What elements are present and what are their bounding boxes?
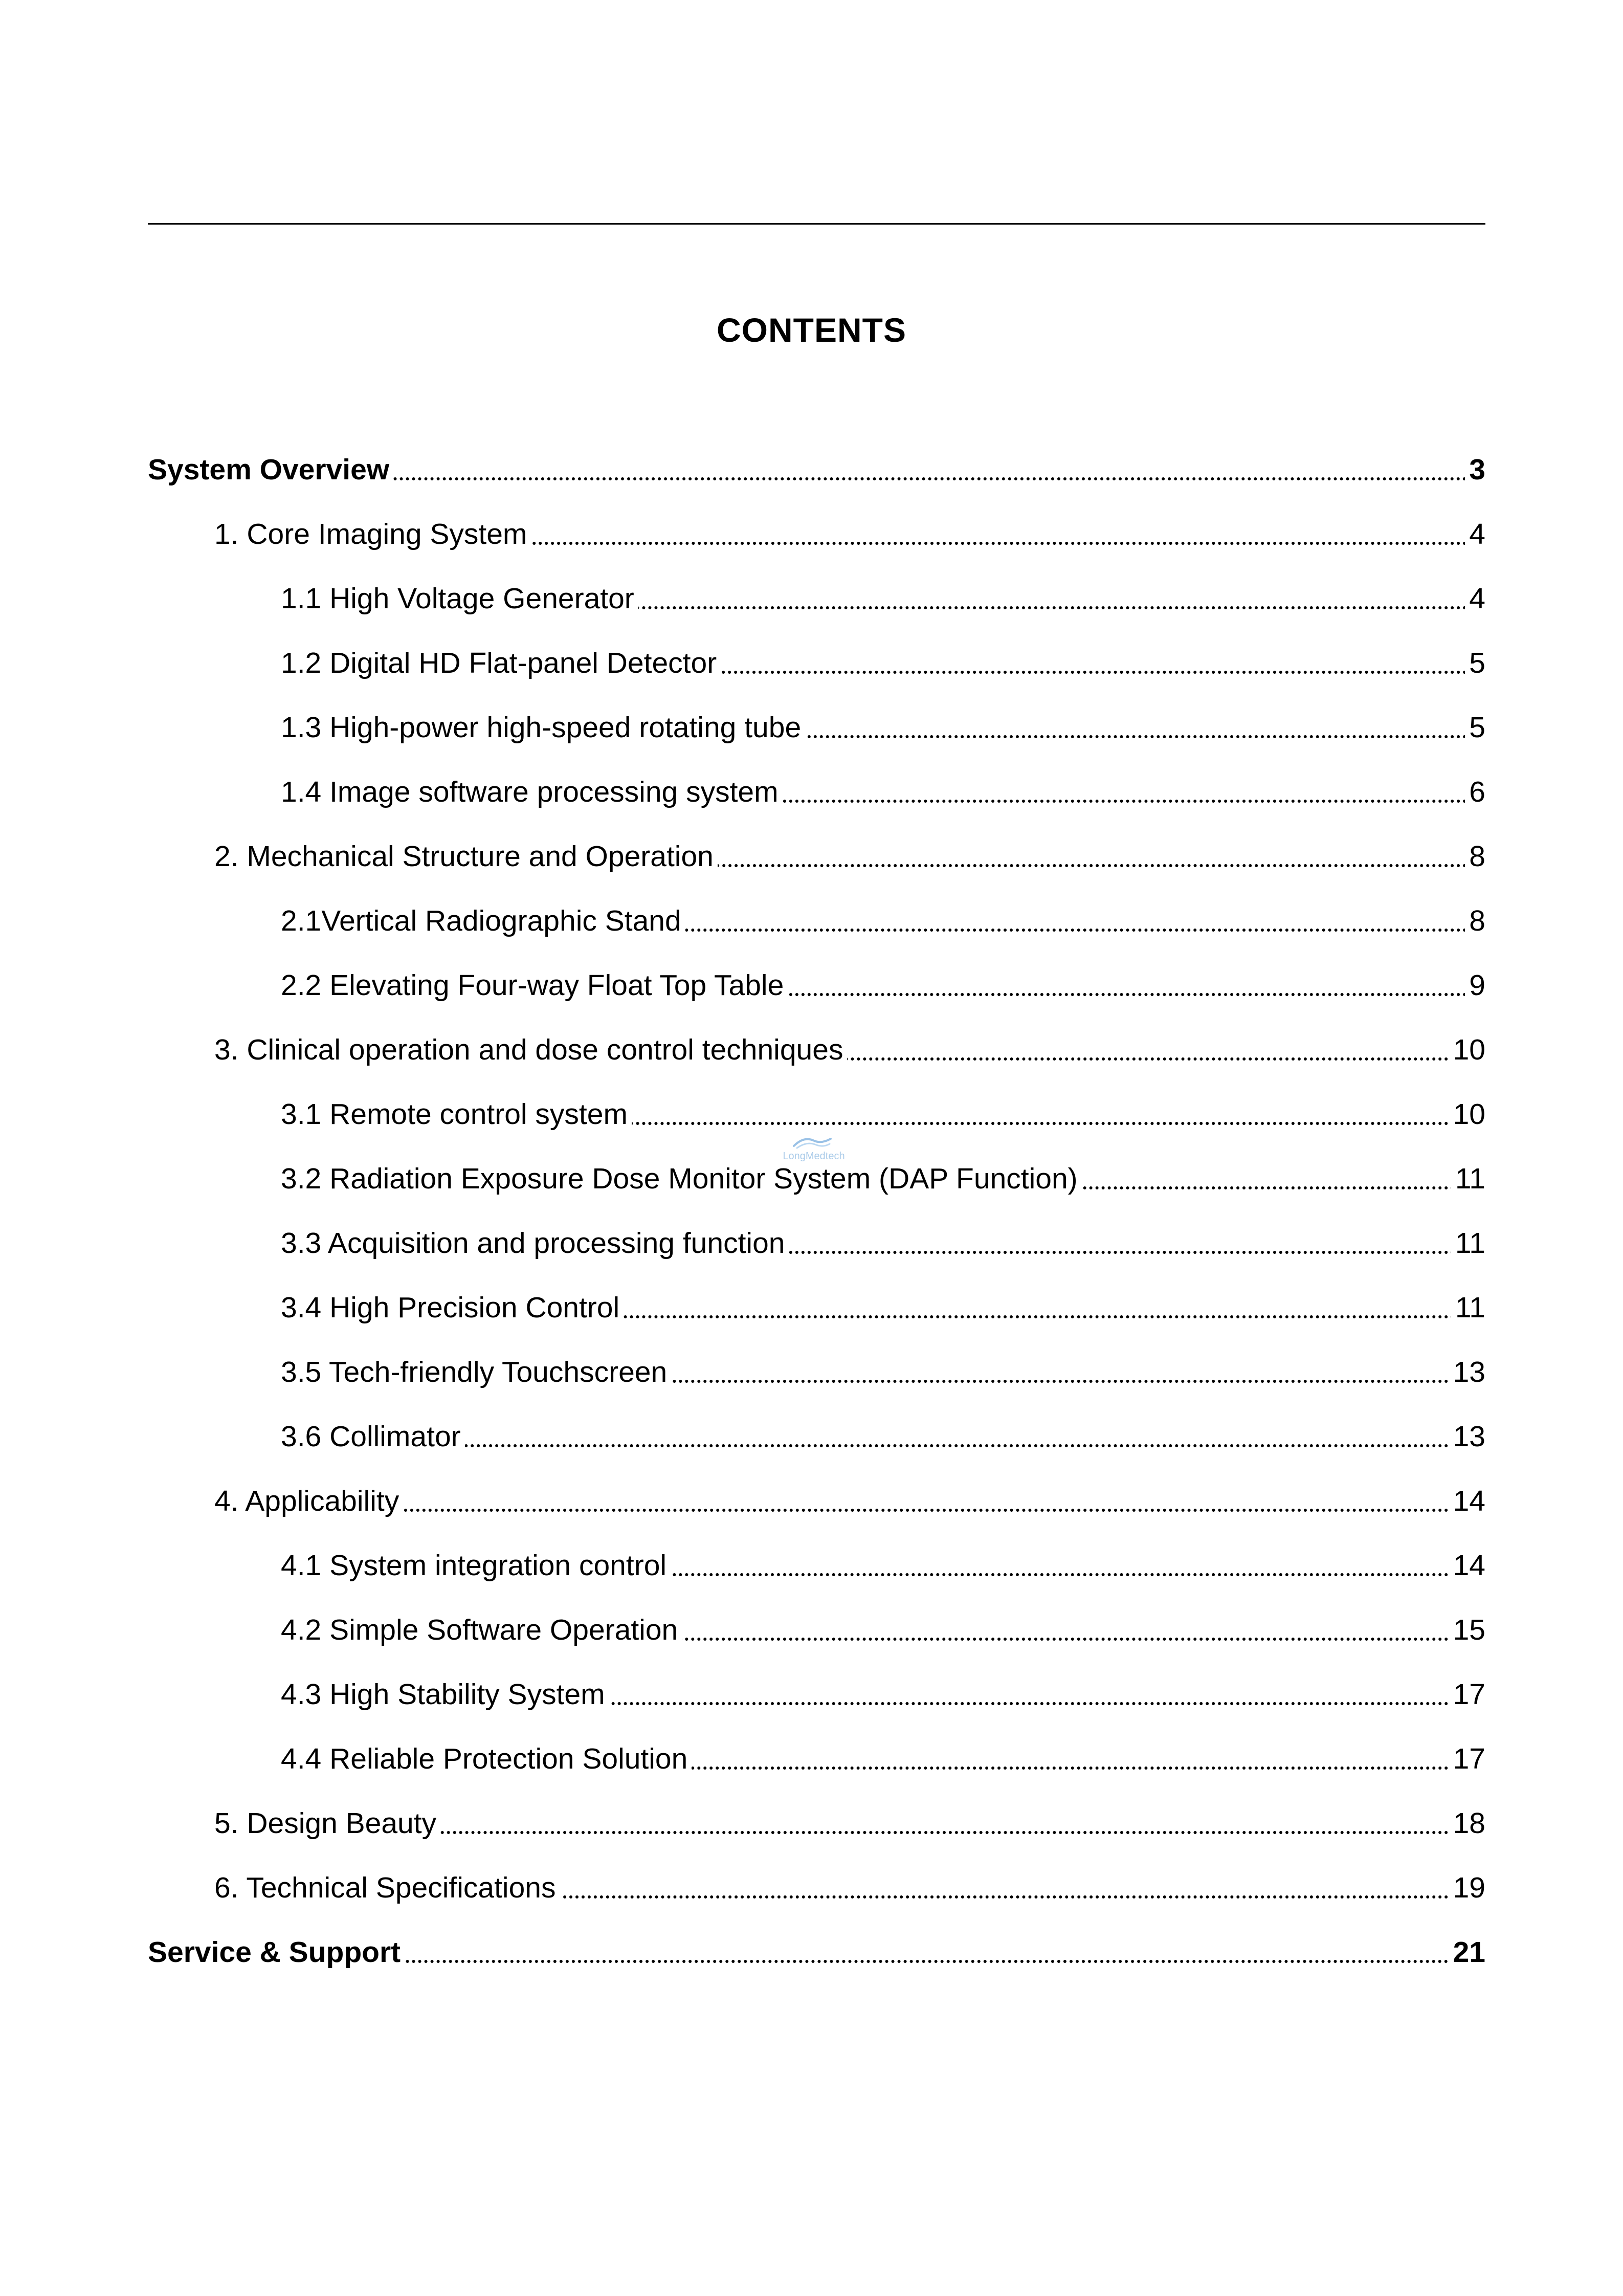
toc-entry[interactable] bbox=[148, 904, 1485, 968]
toc-entry-title: 3.6 Collimator bbox=[281, 1420, 465, 1453]
watermark-text: LongMedtech bbox=[783, 1151, 845, 1162]
toc-entry-title: System Overview bbox=[148, 453, 393, 486]
toc-entry[interactable] bbox=[148, 711, 1485, 775]
toc-entry-line bbox=[281, 1291, 1485, 1324]
toc-entry[interactable] bbox=[148, 453, 1485, 517]
toc-entry-title: 2. Mechanical Structure and Operation bbox=[214, 840, 718, 873]
toc-entry-title: 4.3 High Stability System bbox=[281, 1678, 609, 1711]
toc-entry-line bbox=[281, 1742, 1485, 1776]
toc-entry[interactable] bbox=[148, 1226, 1485, 1291]
toc-entry-line bbox=[281, 646, 1485, 680]
toc-entry[interactable] bbox=[148, 1742, 1485, 1806]
toc-entry-title: 4.2 Simple Software Operation bbox=[281, 1614, 682, 1646]
toc-entry-title: 4. Applicability bbox=[214, 1485, 403, 1517]
toc-entry-page-number: 11 bbox=[1451, 1162, 1485, 1196]
toc-entry-line bbox=[281, 1226, 1485, 1260]
toc-entry-page-number: 21 bbox=[1449, 1935, 1485, 1969]
toc-entry-line bbox=[281, 1677, 1485, 1711]
toc-entry-title: 2.1Vertical Radiographic Stand bbox=[281, 904, 685, 937]
toc-entry[interactable] bbox=[148, 1806, 1485, 1871]
toc-entry-line bbox=[281, 1420, 1485, 1453]
toc-entry-line bbox=[148, 1935, 1485, 1969]
toc-entry-line bbox=[214, 1484, 1485, 1518]
toc-entry-title: 1.3 High-power high-speed rotating tube bbox=[281, 711, 805, 744]
toc-entry[interactable] bbox=[148, 1935, 1485, 2000]
toc-entry-line bbox=[281, 904, 1485, 938]
toc-entry-title: 3.5 Tech-friendly Touchscreen bbox=[281, 1356, 671, 1388]
toc-entry-page-number: 17 bbox=[1449, 1677, 1485, 1711]
toc-entry[interactable] bbox=[148, 840, 1485, 904]
toc-entry-page-number: 13 bbox=[1449, 1355, 1485, 1389]
toc-entry-title: 5. Design Beauty bbox=[214, 1807, 440, 1840]
page-title: CONTENTS bbox=[717, 311, 906, 349]
watermark bbox=[775, 1135, 852, 1165]
toc-entry[interactable] bbox=[148, 1677, 1485, 1742]
toc-entry[interactable] bbox=[148, 775, 1485, 840]
toc-entry-title: 1.2 Digital HD Flat-panel Detector bbox=[281, 647, 721, 679]
toc-entry-page-number: 14 bbox=[1449, 1549, 1485, 1582]
toc-entry-title: 3.2 Radiation Exposure Dose Monitor System (DAP Function) bbox=[281, 1162, 1082, 1195]
toc-entry-page-number: 3 bbox=[1465, 453, 1485, 487]
toc-entry[interactable] bbox=[148, 968, 1485, 1033]
toc-entry[interactable] bbox=[148, 1613, 1485, 1677]
toc-entry[interactable] bbox=[148, 582, 1485, 646]
toc-entry-line bbox=[281, 775, 1485, 809]
toc-entry[interactable] bbox=[148, 1291, 1485, 1355]
toc-entry-page-number: 5 bbox=[1465, 646, 1485, 680]
toc-entry[interactable] bbox=[148, 646, 1485, 711]
toc-entry-line bbox=[281, 1549, 1485, 1582]
toc-entry-title: 1.4 Image software processing system bbox=[281, 776, 783, 808]
toc-entry[interactable] bbox=[148, 1033, 1485, 1097]
toc-entry-page-number: 8 bbox=[1465, 840, 1485, 873]
toc-entry-page-number: 18 bbox=[1449, 1806, 1485, 1840]
toc-entry[interactable] bbox=[148, 1420, 1485, 1484]
toc-entry-title: 6. Technical Specifications bbox=[214, 1871, 560, 1904]
toc-entry-line bbox=[214, 840, 1485, 873]
toc-entry-line bbox=[281, 1162, 1485, 1196]
toc-entry-title: Service & Support bbox=[148, 1936, 405, 1969]
toc-entry-page-number: 14 bbox=[1449, 1484, 1485, 1518]
toc-entry[interactable] bbox=[148, 1484, 1485, 1549]
wave-logo-icon bbox=[792, 1135, 833, 1150]
toc-entry-title: 3. Clinical operation and dose control techniques bbox=[214, 1033, 847, 1066]
toc-entry[interactable] bbox=[148, 1549, 1485, 1613]
dot-leader bbox=[214, 1509, 1485, 1512]
toc-entry-page-number: 5 bbox=[1465, 711, 1485, 744]
toc-entry-title: 3.3 Acquisition and processing function bbox=[281, 1227, 789, 1260]
toc-entry-line bbox=[281, 582, 1485, 615]
toc-entry[interactable] bbox=[148, 1871, 1485, 1935]
toc-entry-line bbox=[148, 453, 1485, 487]
toc-entry-line bbox=[214, 1871, 1485, 1905]
toc-entry-line bbox=[281, 711, 1485, 744]
toc-entry-page-number: 10 bbox=[1449, 1097, 1485, 1131]
toc-entry-line bbox=[214, 1033, 1485, 1067]
toc-entry-page-number: 8 bbox=[1465, 904, 1485, 938]
toc-entry[interactable] bbox=[148, 517, 1485, 582]
toc-entry-page-number: 11 bbox=[1451, 1226, 1485, 1260]
toc-entry-line bbox=[214, 1806, 1485, 1840]
toc-entry-title: 1.1 High Voltage Generator bbox=[281, 582, 638, 615]
toc-entry-title: 4.4 Reliable Protection Solution bbox=[281, 1742, 692, 1775]
toc-entry-page-number: 17 bbox=[1449, 1742, 1485, 1776]
toc-entry-page-number: 11 bbox=[1451, 1291, 1485, 1324]
header-rule bbox=[148, 223, 1485, 225]
toc-entry-page-number: 6 bbox=[1465, 775, 1485, 809]
toc-entry-page-number: 4 bbox=[1465, 582, 1485, 615]
toc-entry-page-number: 19 bbox=[1449, 1871, 1485, 1905]
toc-entry-line bbox=[281, 1355, 1485, 1389]
toc-entry-page-number: 10 bbox=[1449, 1033, 1485, 1067]
toc-entry[interactable] bbox=[148, 1162, 1485, 1226]
toc-entry-page-number: 15 bbox=[1449, 1613, 1485, 1647]
toc-entry-page-number: 13 bbox=[1449, 1420, 1485, 1453]
toc-entry-title: 3.1 Remote control system bbox=[281, 1098, 632, 1131]
toc-entry-line bbox=[281, 968, 1485, 1002]
toc-entry-page-number: 4 bbox=[1465, 517, 1485, 551]
toc-entry-line bbox=[281, 1613, 1485, 1647]
toc-entry-line bbox=[281, 1097, 1485, 1131]
toc-entry-title: 3.4 High Precision Control bbox=[281, 1291, 624, 1324]
toc-entry-title: 1. Core Imaging System bbox=[214, 518, 531, 550]
toc-entry-page-number: 9 bbox=[1465, 968, 1485, 1002]
toc-entry-title: 4.1 System integration control bbox=[281, 1549, 671, 1582]
toc-entry-title: 2.2 Elevating Four-way Float Top Table bbox=[281, 969, 788, 1002]
table-of-contents bbox=[148, 453, 1485, 2000]
toc-entry[interactable] bbox=[148, 1355, 1485, 1420]
toc-entry-line bbox=[214, 517, 1485, 551]
